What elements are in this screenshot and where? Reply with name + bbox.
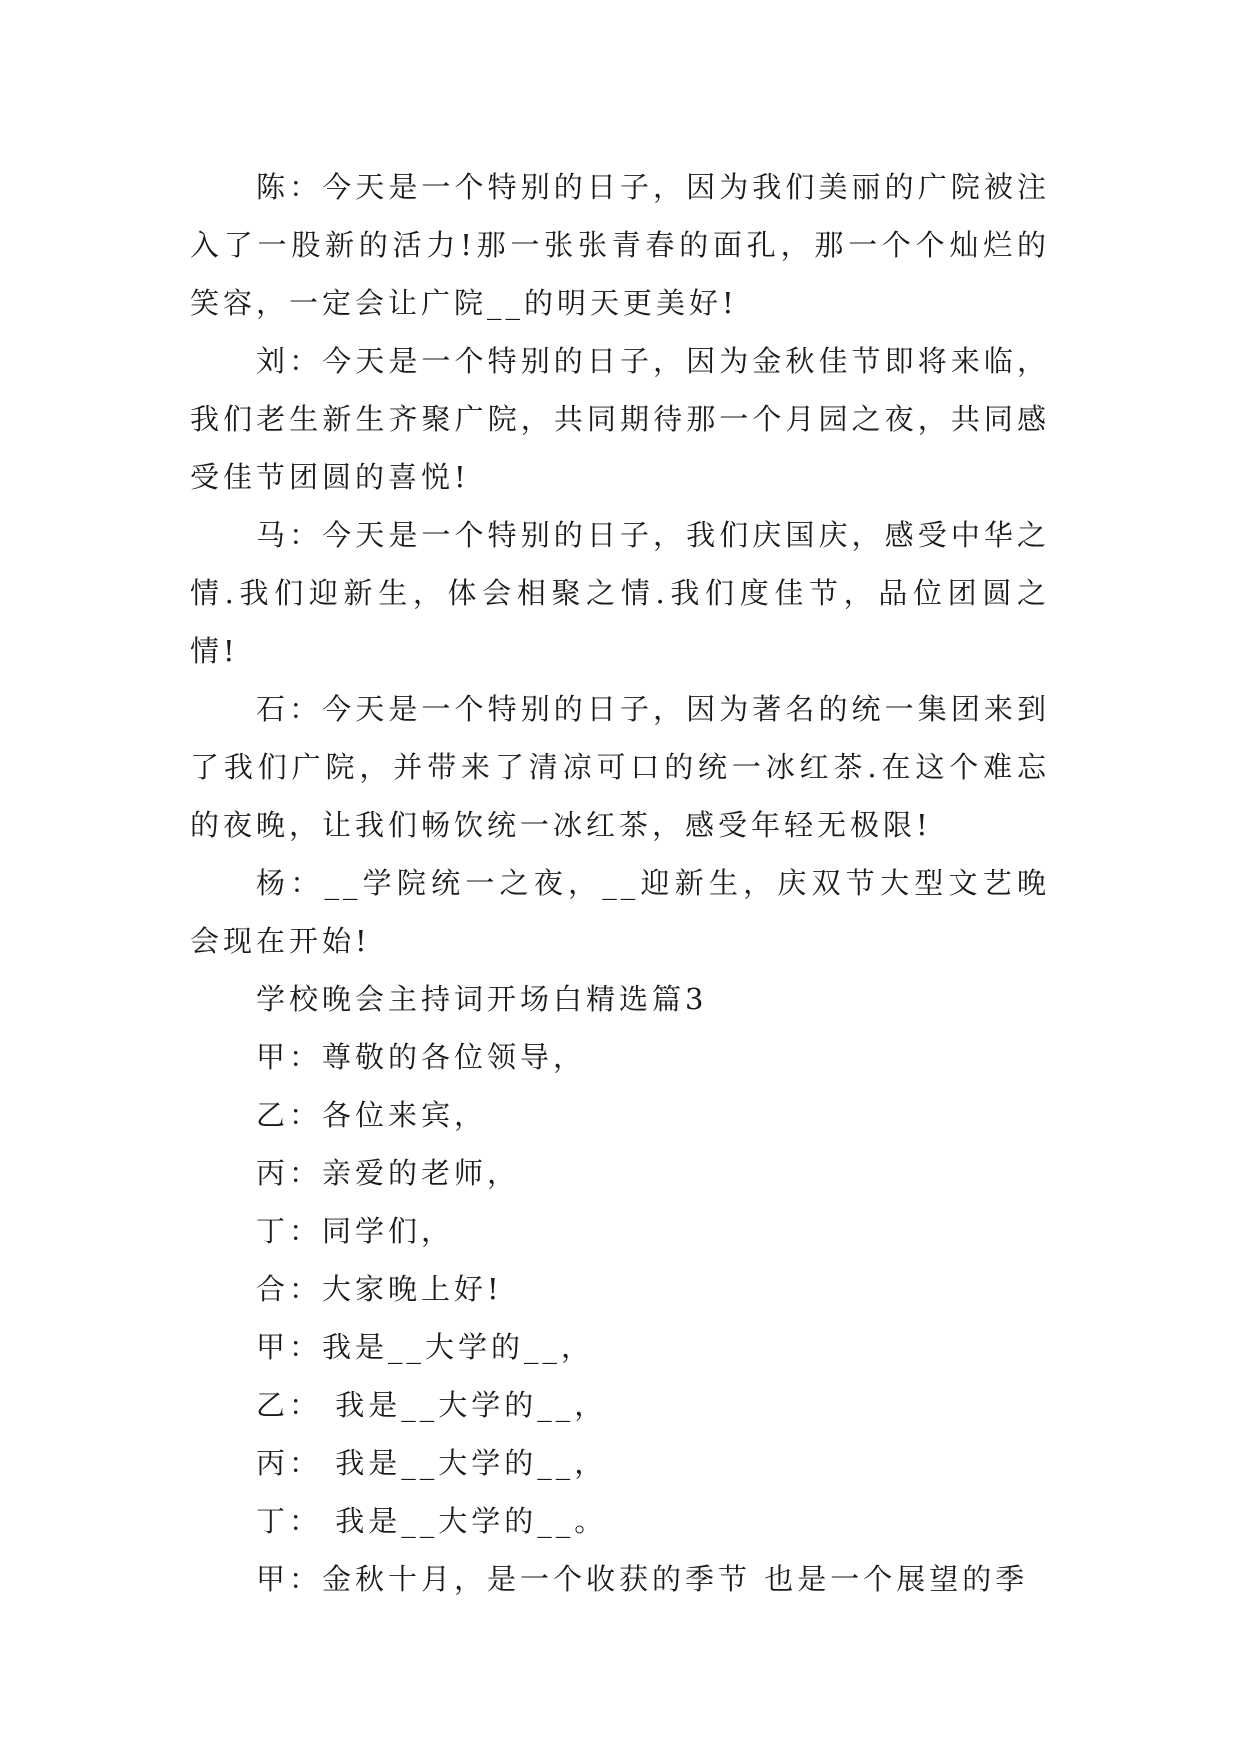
paragraph-liu: 刘：今天是一个特别的日子，因为金秋佳节即将来临，我们老生新生齐聚广院，共同期待那一个月园之夜，共同感受佳节团圆的喜悦! [190,344,1050,494]
line-yi-2: 乙： 我是__大学的__， [256,1388,608,1422]
line-yi-1: 乙：各位来宾， [256,1098,488,1132]
section-heading: 学校晚会主持词开场白精选篇3 [256,982,708,1016]
paragraph-yang: 杨：__学院统一之夜，__迎新生，庆双节大型文艺晚会现在开始! [190,866,1050,958]
line-bing-1: 丙：亲爱的老师， [256,1156,521,1190]
line-jia-1: 甲：尊敬的各位领导， [256,1040,587,1074]
line-bing-2: 丙： 我是__大学的__， [256,1446,608,1480]
line-jia-2: 甲：我是__大学的__， [256,1330,595,1364]
paragraph-shi: 石：今天是一个特别的日子，因为著名的统一集团来到了我们广院，并带来了清凉可口的统一冰红茶.在这个难忘的夜晚，让我们畅饮统一冰红茶，感受年轻无极限! [190,692,1050,842]
document-body [190,158,1050,1608]
line-ding-1: 丁：同学们， [256,1214,455,1248]
paragraph-ma: 马：今天是一个特别的日子，我们庆国庆，感受中华之情.我们迎新生，体会相聚之情.我们度佳节，品位团圆之情! [190,518,1050,668]
line-he: 合：大家晚上好! [256,1272,503,1306]
paragraph-chen: 陈：今天是一个特别的日子，因为我们美丽的广院被注入了一股新的活力!那一张张青春的面孔，那一个个灿烂的笑容，一定会让广院__的明天更美好! [190,170,1050,320]
line-jia-3: 甲：金秋十月，是一个收获的季节 也是一个展望的季 [256,1562,1029,1596]
line-ding-2: 丁： 我是__大学的__。 [256,1504,608,1538]
